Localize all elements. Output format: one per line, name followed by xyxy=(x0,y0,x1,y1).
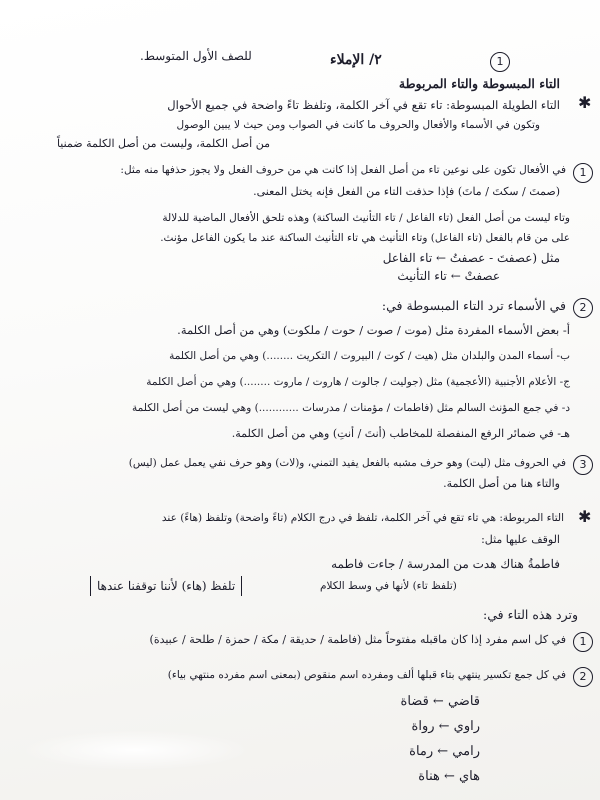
tied-note: (تلفظ تاء) لأنها في وسط الكلام xyxy=(320,580,457,592)
verbs-example-1: مثل (عصفتَ - عصفتُ ← تاء الفاعل xyxy=(382,251,560,265)
verbs-example-2: عصفتْ ← تاء التأنيث xyxy=(397,269,500,283)
tied-line-2: الوقف عليها مثل: xyxy=(481,533,560,546)
verbs-line-4: على من قام بالفعل (تاء الفاعل) وتاء التأنيث هي تاء التأنيث الساكنة عند ما يكون الفاعل مؤنث. xyxy=(160,232,570,244)
particles-line-1: في الحروف مثل (ليت) وهو حرف مشبه بالفعل يفيد التمني، و(لات) وهو حرف نفي يعمل عمل (ليس) xyxy=(128,457,566,469)
verbs-line-2: (صمتَ / سكتَ / ماتَ) فإذا حذفت التاء من الفعل فإنه يختل المعنى. xyxy=(253,185,560,198)
tied-line-1: التاء المربوطة: هي تاء تقع في آخر الكلمة، تلفظ في درج الكلام (تاءً واضحة) وتلفظ (هاءً) عند xyxy=(161,512,564,524)
verbs-line-3: وتاء ليست من أصل الفعل (تاء الفاعل / تاء التأنيث الساكنة) وهذه تلحق الأفعال الماضية للدلالة xyxy=(162,212,570,224)
paper-smudge xyxy=(20,730,250,770)
tied-bracket-note: تلفظ (هاء) لأننا توقفنا عندها xyxy=(90,576,242,596)
nouns-item-a: أ- بعض الأسماء المفردة مثل (موت / صوت / حوت / ملكوت) وهي من أصل الكلمة. xyxy=(177,323,570,337)
page-number-circle: 1 xyxy=(490,52,510,72)
plural-example: قاضي ← قضاة xyxy=(400,694,480,709)
item-number-circle: 2 xyxy=(573,667,593,687)
intro-line-2: وتكون في الأسماء والأفعال والحروف ما كانت في الصواب ومن حيث لا يبين الوصول xyxy=(176,119,540,131)
asterisk-icon: ✱ xyxy=(578,507,592,526)
item-number-circle: 1 xyxy=(573,632,593,652)
section-heading: التاء المبسوطة والتاء المربوطة xyxy=(398,76,560,91)
item-number-circle: 3 xyxy=(573,455,593,475)
nouns-item-c: ج- الأعلام الأجنبية (الأعجمية) مثل (جوليت / جالوت / هاروت / ماروت ........) وهي من أصل الكلمة xyxy=(146,376,570,388)
page-title: ٢/ الإملاء xyxy=(330,52,382,68)
plural-example: رامي ← رماة xyxy=(409,744,480,759)
occurrence-item-2: في كل جمع تكسير ينتهي بتاء قبلها ألف ومفرده اسم منقوص (بمعنى اسم مفرده منتهي بياء) xyxy=(167,669,566,681)
occurrence-item-1: في كل اسم مفرد إذا كان ماقبله مفتوحاً مثل (فاطمة / حديقة / مكة / حمزة / طلحة / عبيدة) xyxy=(149,633,566,646)
grade-label: للصف الأول المتوسط. xyxy=(140,49,252,63)
occurrence-heading: وترد هذه التاء في: xyxy=(483,607,578,622)
plural-example: راوي ← رواة xyxy=(411,719,480,734)
plural-example: هاي ← هناة xyxy=(418,769,480,784)
nouns-item-e: هـ- في ضمائر الرفع المنفصلة للمخاطب (أنتَ / أنتِ) وهي من أصل الكلمة. xyxy=(231,427,570,440)
verbs-line-1: في الأفعال تكون على نوعين تاء من أصل الفعل إذا كانت هي من حروف الفعل ولا يجوز حذفها منه مثل: xyxy=(120,164,566,176)
item-number-circle: 1 xyxy=(573,163,593,183)
intro-line-3: من أصل الكلمة، وليست من أصل الكلمة ضمنياً xyxy=(56,137,270,150)
nouns-heading: في الأسماء ترد التاء المبسوطة في: xyxy=(381,298,566,313)
nouns-item-d: د- في جمع المؤنث السالم مثل (فاطمات / مؤمنات / مدرسات ............) وهي ليست من أصل الكلمة xyxy=(132,402,570,414)
tied-example: فاطمةُ هناك هدت من المدرسة / جاءت فاطمه xyxy=(331,557,560,571)
particles-line-2: والتاء هنا من أصل الكلمة. xyxy=(443,477,560,490)
nouns-item-b: ب- أسماء المدن والبلدان مثل (هيت / كوت / البيروت / التكريت ........) وهي من أصل الكلمة xyxy=(169,350,570,362)
item-number-circle: 2 xyxy=(573,298,593,318)
asterisk-icon: ✱ xyxy=(578,93,592,112)
intro-line-1: التاء الطويلة المبسوطة: تاء تقع في آخر الكلمة، وتلفظ تاءً واضحة في جميع الأحوال xyxy=(167,98,560,112)
